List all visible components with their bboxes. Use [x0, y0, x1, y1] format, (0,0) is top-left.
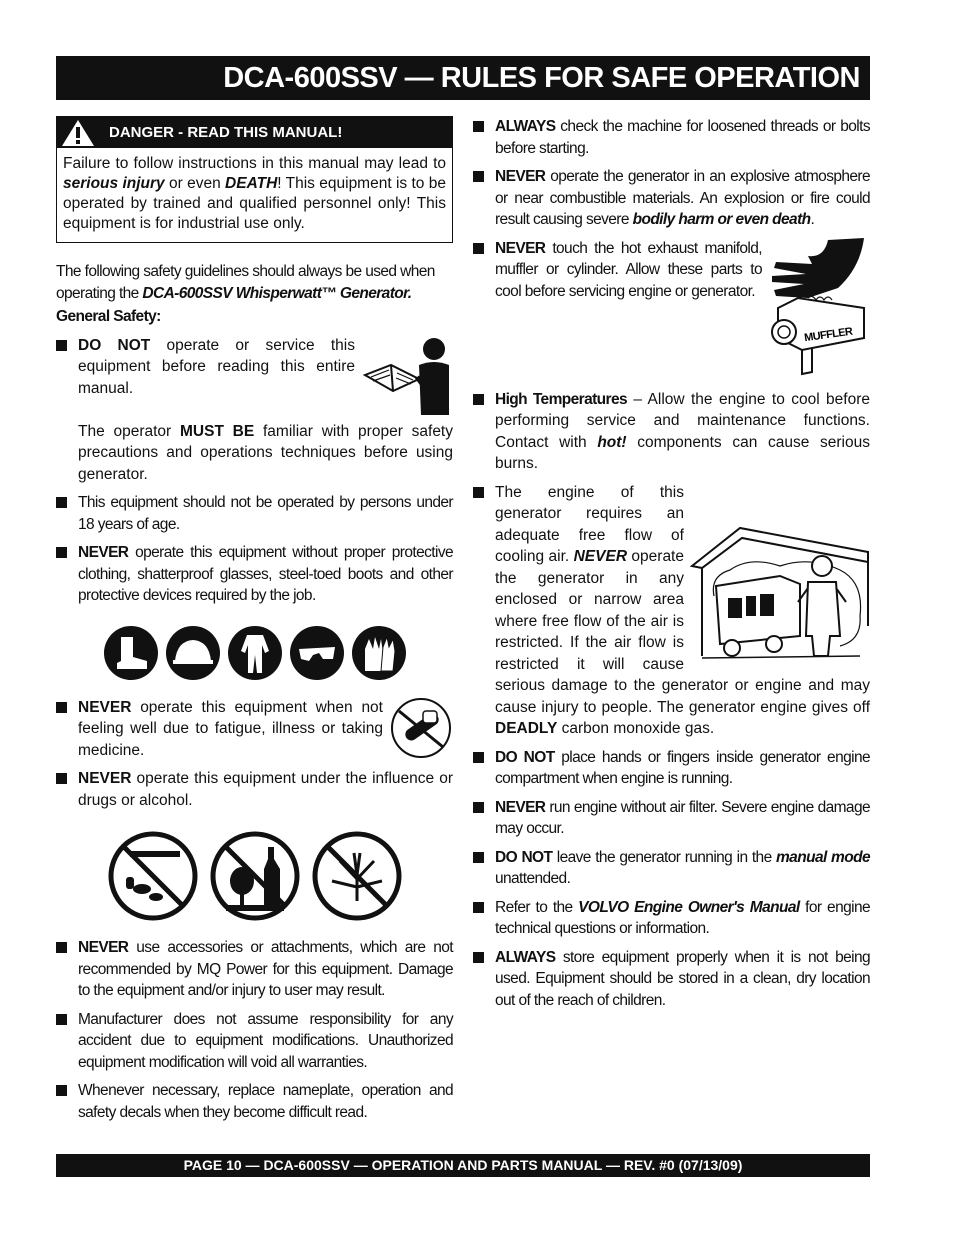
danger-header — [57, 117, 452, 148]
no-medicine-icon — [389, 697, 453, 759]
no-alcohol-icon — [208, 829, 302, 923]
hard-hat-icon — [165, 625, 221, 681]
list-item: Whenever necessary, replace nameplate, operation and safety decals when they become difficult read. — [56, 1080, 453, 1123]
list-item: ALWAYS check the machine for loosened threads or bolts before starting. — [473, 116, 870, 159]
no-drugs-alcohol-icons — [56, 829, 453, 923]
list-item: NEVER run engine without air filter. Severe engine damage may occur. — [473, 797, 870, 840]
list-item: MUFFLER NEVER touch the hot exhaust manifold, muffler or cylinder. Allow these parts to cool before servicing engine or generator. — [473, 238, 870, 382]
warning-triangle-icon — [61, 119, 95, 147]
hot-muffler-icon — [768, 238, 872, 382]
right-column — [473, 116, 870, 1011]
list-item: NEVER operate this equipment when not feeling well due to fatigue, illness or taking medicine. — [56, 697, 453, 762]
list-item: NEVER use accessories or attachments, which are not recommended by MQ Power for this equipment. Damage to the equipment and/or injury to user may result. — [56, 937, 453, 1002]
coveralls-icon — [227, 625, 283, 681]
list-item: DO NOT leave the generator running in the manual mode unattended. — [473, 847, 870, 890]
page-title: DCA-600SSV — RULES FOR SAFE OPERATION — [56, 56, 870, 100]
list-item: High Temperatures – Allow the engine to cool before performing service and maintenance functions. Contact with hot! components can cause serious burns. — [473, 389, 870, 475]
gloves-icon — [351, 625, 407, 681]
list-item: The engine of this generator requires an adequate free flow of cooling air. NEVER operate the generator in any enclosed or narrow area where free flow of the air is restricted. If the air flow is restricted it will cause serious damage to the generator or engine and may cause injury to people. The generator engine gives off DEADLY carbon monoxide gas. — [473, 482, 870, 740]
safety-glasses-icon — [289, 625, 345, 681]
safety-boot-icon — [103, 625, 159, 681]
list-item: NEVER operate this equipment under the influence or drugs or alcohol. — [56, 768, 453, 811]
operator-note: The operator MUST BE familiar with proper safety precautions and operations techniques before using generator. — [78, 422, 453, 483]
list-item: NEVER operate the generator in an explosive atmosphere or near combustible materials. An explosion or fire could result causing severe bodily harm or even death. — [473, 166, 870, 231]
list-item: DO NOT place hands or fingers inside generator engine compartment when engine is running. — [473, 747, 870, 790]
list-item: NEVER operate this equipment without proper protective clothing, shatterproof glasses, steel-toed boots and other protective devices required by the job. — [56, 542, 453, 607]
enclosed-generator-illustration — [690, 526, 870, 670]
no-drugs-icon — [106, 829, 200, 923]
intro-text: The following safety guidelines should always be used when operating the DCA-600SSV Whisperwatt™ Generator. — [56, 263, 435, 302]
list-item: Manufacturer does not assume responsibility for any accident due to equipment modifications. Unauthorized equipment modification will void all warranties. — [56, 1009, 453, 1074]
left-column — [56, 116, 453, 1123]
person-reading-manual-icon — [361, 335, 453, 415]
danger-text: Failure to follow instructions in this manual may lead to serious injury or even DEATH! This equipment is to be operated by trained and qualified personnel only! This equipment is for industrial use only. — [63, 155, 446, 232]
page-footer: PAGE 10 — DCA-600SSV — OPERATION AND PARTS MANUAL — REV. #0 (07/13/09) — [56, 1154, 870, 1177]
protective-gear-icons — [56, 625, 453, 681]
list-item: ALWAYS store equipment properly when it is not being used. Equipment should be stored in a clean, dry location out of the reach of children. — [473, 947, 870, 1012]
danger-notice — [56, 116, 453, 243]
list-item: This equipment should not be operated by persons under 18 years of age. — [56, 492, 453, 535]
no-marijuana-icon — [310, 829, 404, 923]
muffler-label: MUFFLER — [803, 325, 854, 344]
list-item: DO NOT operate or service this equipment before reading this entire manual. — [56, 335, 453, 415]
danger-heading: DANGER - READ THIS MANUAL! — [109, 123, 343, 141]
list-item: Refer to the VOLVO Engine Owner's Manual for engine technical questions or information. — [473, 897, 870, 940]
section-heading: General Safety: — [56, 308, 161, 325]
